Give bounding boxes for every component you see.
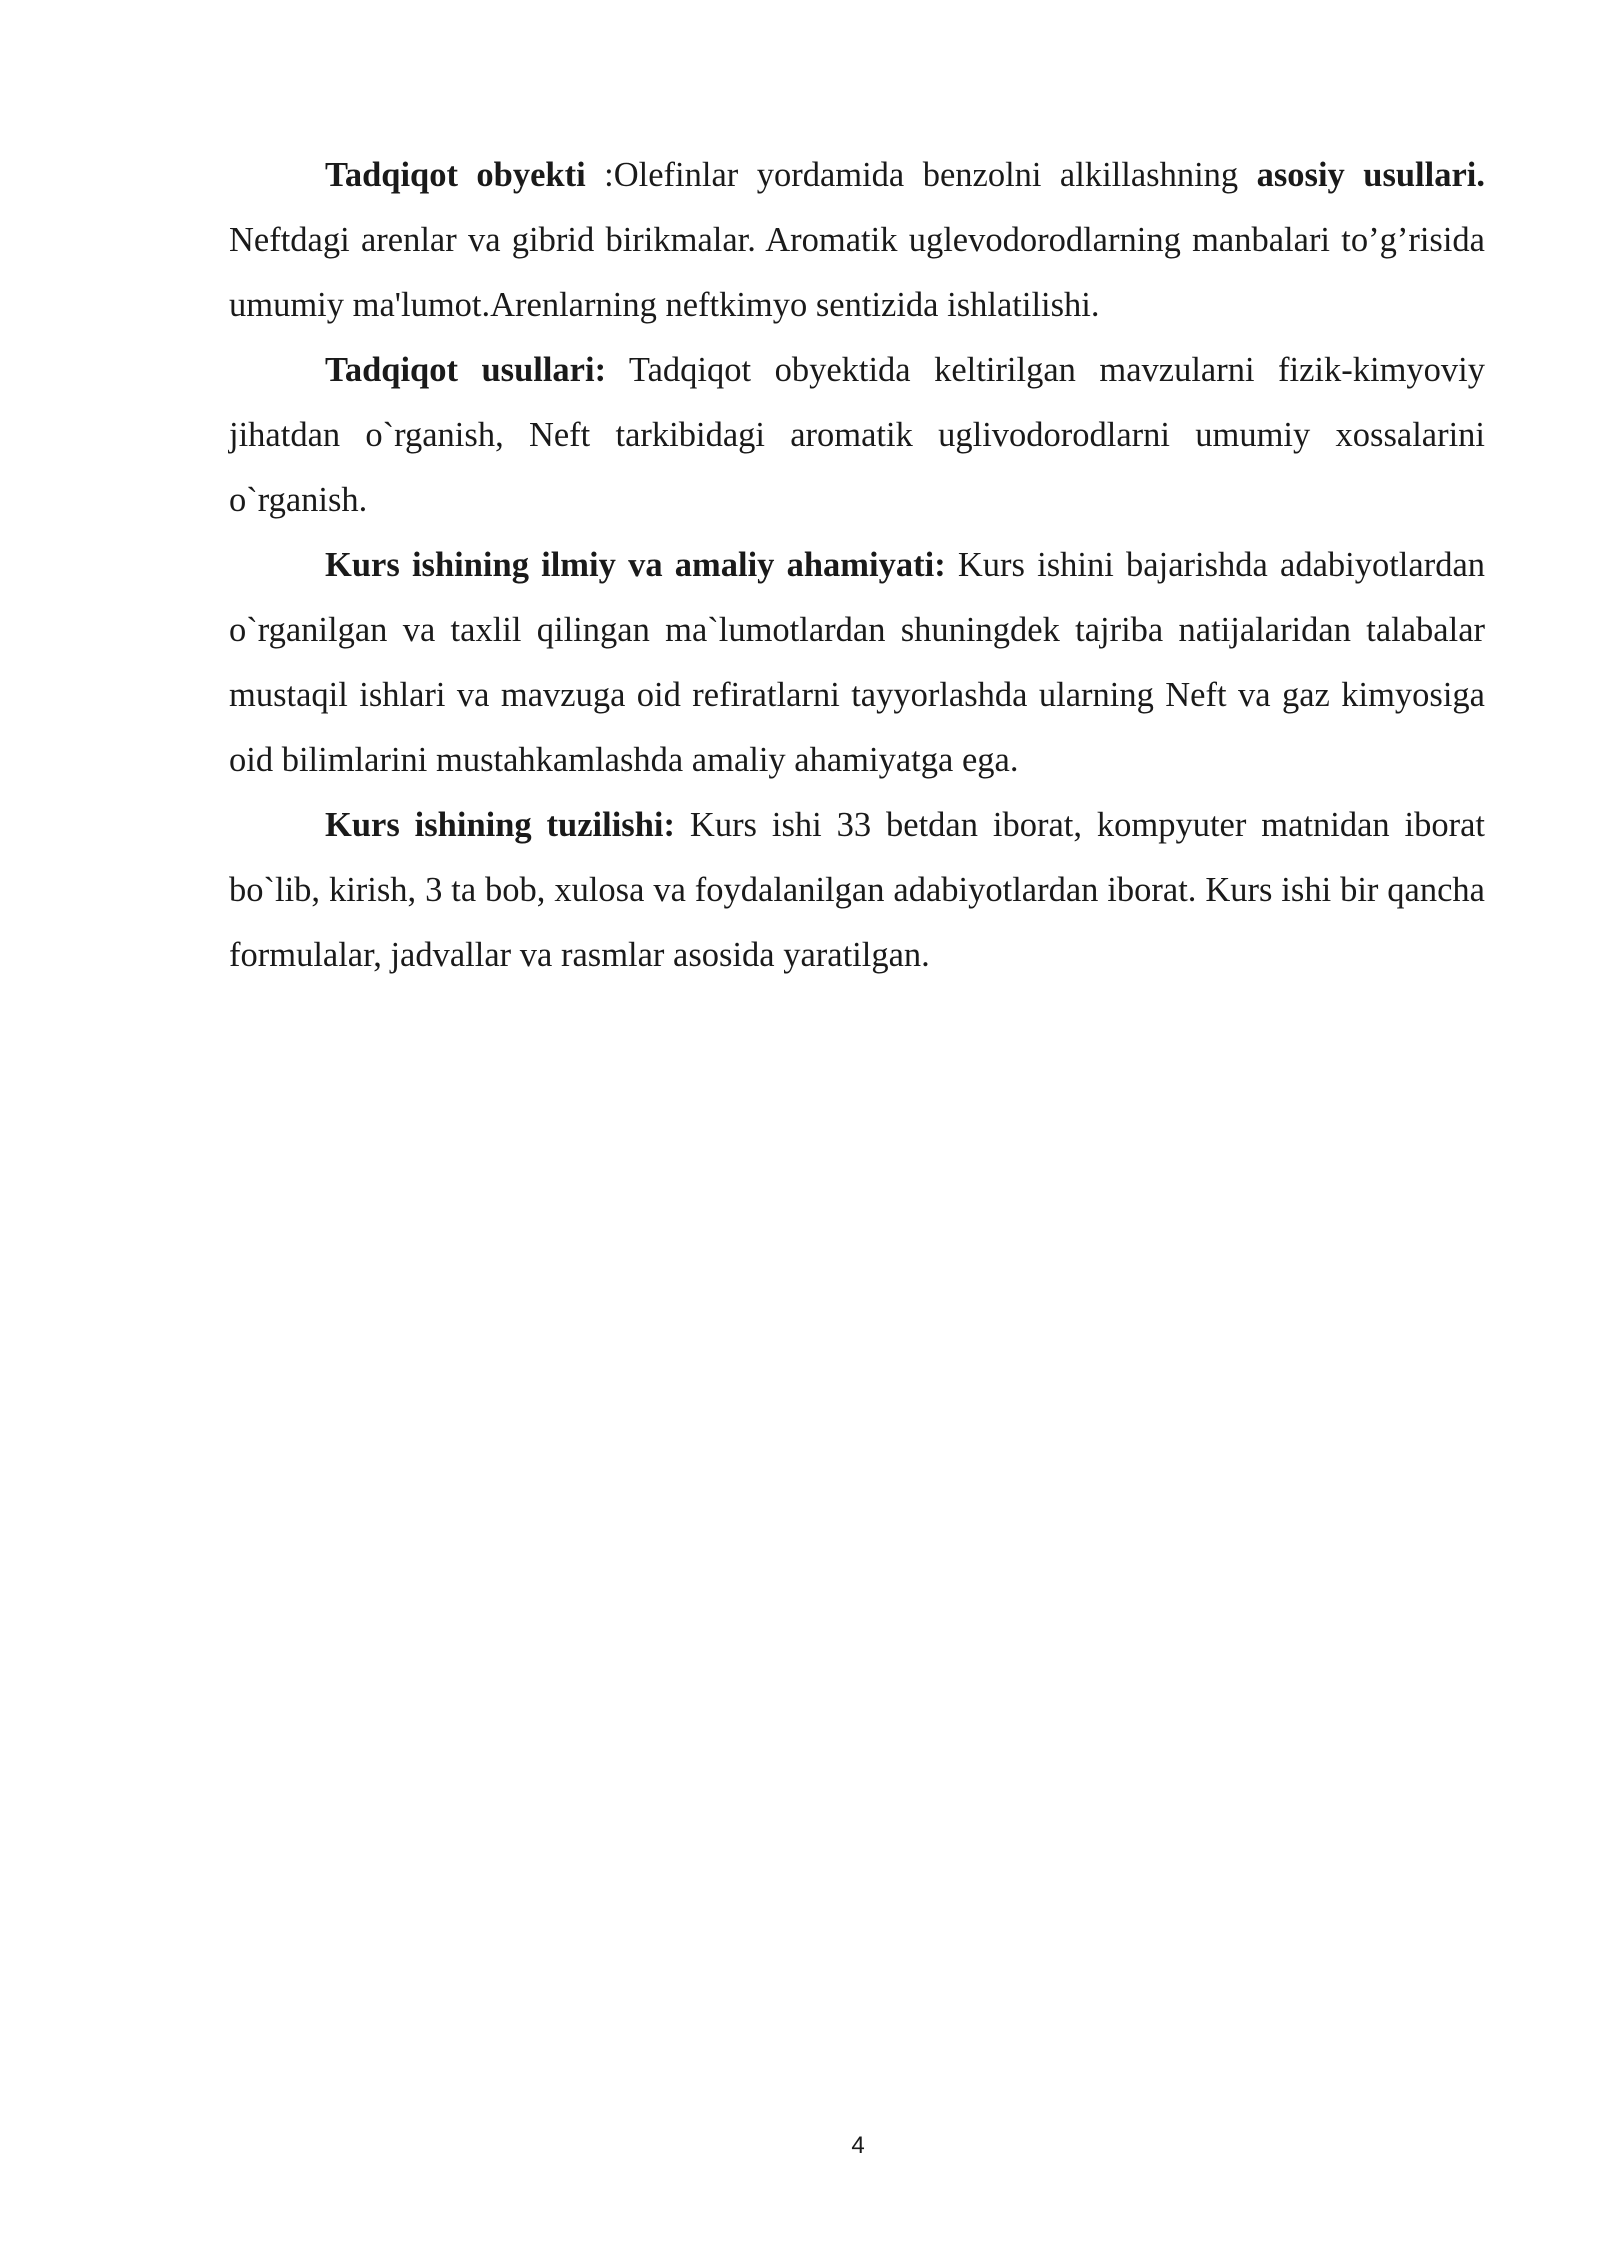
page-body xyxy=(229,143,1485,988)
paragraph-heading: Kurs ishining tuzilishi: xyxy=(325,806,675,844)
paragraph-text: Kurs ishini bajarishda adabiyotlardan o`rganilgan va taxlil qilingan ma`lumotlardan shuningdek tajriba natijalaridan talabalar mustaqil ishlari va mavzuga oid refiratlarni tayyorlashda ularning Neft va gaz kimyosiga oid bilimlarini mustahkamlashda amaliy ahamiyatga ega. xyxy=(229,546,1486,779)
paragraph-text: Neftdagi arenlar va gibrid birikmalar. Aromatik uglevodorodlarning manbalari to’g’risida umumiy ma'lumot.Arenlarning neftkimyo sentizida ishlatilishi. xyxy=(229,221,1485,324)
paragraph-text: :Olefinlar yordamida benzolni alkillashning xyxy=(585,156,1257,194)
paragraph-significance xyxy=(229,533,1485,793)
paragraph-research-methods xyxy=(229,338,1485,533)
paragraph-bold-phrase: asosiy usullari. xyxy=(1256,156,1486,194)
paragraph-text: Kurs ishi 33 betdan iborat, kompyuter matnidan iborat bo`lib, kirish, 3 ta bob, xulosa va foydalanilgan adabiyotlardan iborat. Kurs ishi bir qancha formulalar, jadvallar va rasmlar asosida yaratilgan. xyxy=(229,806,1486,974)
paragraph-research-object xyxy=(229,143,1485,338)
paragraph-heading: Tadqiqot obyekti xyxy=(325,156,586,194)
page-number: 4 xyxy=(851,2132,865,2159)
paragraph-structure xyxy=(229,793,1485,988)
paragraph-text: Tadqiqot obyektida keltirilgan mavzularni fizik-kimyoviy jihatdan o`rganish, Neft tarkibidagi aromatik uglivodorodlarni umumiy xossalarini o`rganish. xyxy=(229,351,1485,519)
paragraph-heading: Kurs ishining ilmiy va amaliy ahamiyati: xyxy=(325,546,946,584)
paragraph-heading: Tadqiqot usullari: xyxy=(325,351,607,389)
